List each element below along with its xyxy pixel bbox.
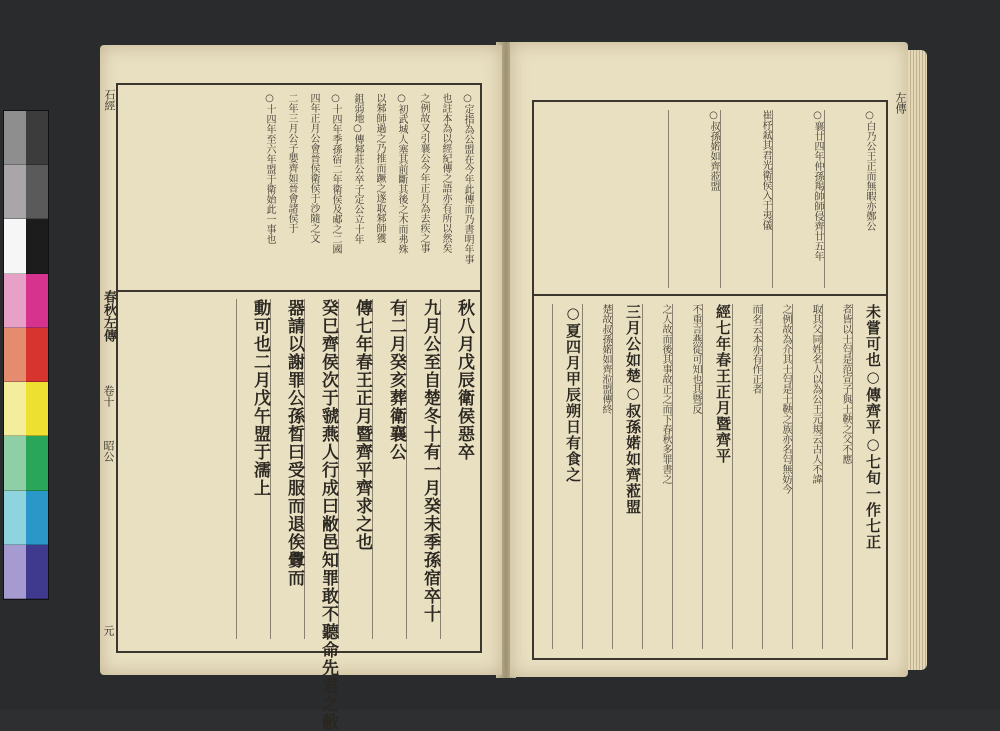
right-main-text-column: 不重言燕從可知也其暨反 bbox=[690, 304, 701, 414]
right-note-column: ○襄廿四年仲孫羯帥師侵齊廿五年 bbox=[812, 110, 823, 261]
column-rule bbox=[822, 304, 823, 649]
left-commentary-column: ○初武城人塞其前斷其後之木而弗殊 bbox=[396, 93, 407, 254]
left-page bbox=[100, 45, 502, 731]
column-rule bbox=[702, 304, 703, 649]
column-rule bbox=[406, 299, 407, 639]
right-main-text-column: 者皆以士匄是范宣子與士鞅之父不應 bbox=[840, 304, 851, 464]
left-commentary-column: ○十四年至六年盟于衛始此一事也 bbox=[264, 93, 275, 244]
column-rule bbox=[270, 299, 271, 639]
column-rule bbox=[552, 304, 553, 649]
column-rule bbox=[304, 299, 305, 639]
color-calibration-chart bbox=[3, 110, 49, 600]
left-commentary-column: ○十四年季孫宿二年衛侯及郕之二國 bbox=[330, 93, 341, 254]
color-swatch bbox=[4, 491, 26, 545]
right-main-text-column: 之例故為介其士匄是士鞅之族亦名匄無妨今 bbox=[780, 304, 791, 494]
color-swatch bbox=[26, 165, 48, 219]
right-main-text-column: 取其父同姓名人以為公王元規云古人不諱 bbox=[810, 304, 821, 484]
right-note-column: ○白乃公王正而無暇亦鄭公 bbox=[864, 110, 875, 231]
color-swatch bbox=[4, 328, 26, 382]
right-main-text-column: 三月公如楚○叔孫婼如齊蒞盟 bbox=[624, 304, 642, 515]
color-swatch bbox=[4, 436, 26, 490]
color-swatch bbox=[4, 274, 26, 328]
left-main-text-column: 有二月癸亥葬衛襄公 bbox=[386, 299, 406, 461]
column-rule bbox=[792, 304, 793, 649]
left-commentary-column: 以邾師過之乃推而蹶之遂取邾師獲 bbox=[374, 93, 385, 243]
color-swatch bbox=[4, 111, 26, 165]
column-rule bbox=[612, 304, 613, 649]
left-section-divider bbox=[118, 290, 480, 292]
column-rule bbox=[582, 304, 583, 649]
left-commentary-column: 二年三月公子嬰齊如晉會諸侯于 bbox=[286, 93, 297, 233]
left-margin-leaf: 元 bbox=[102, 625, 115, 636]
right-main-text-column: ○夏四月甲辰朔日有食之 bbox=[564, 304, 582, 483]
left-text-frame bbox=[116, 83, 482, 731]
left-main-text-column: 秋八月戊辰衛侯惡卒 bbox=[454, 299, 474, 461]
color-swatch bbox=[26, 382, 48, 436]
left-main-text-column: 癸巳齊侯次于虢燕人行成曰敝邑知罪敢不聽命先君之敝 bbox=[318, 299, 338, 731]
color-swatch bbox=[4, 219, 26, 273]
left-commentary-column: 四年正月公會晉侯衛侯于沙隨之文 bbox=[308, 93, 319, 243]
right-text-frame bbox=[532, 100, 888, 660]
right-main-text-column: 之人故而後其事故正之而下春秋多罪書之 bbox=[660, 304, 671, 484]
right-section-divider bbox=[534, 294, 886, 296]
right-main-text-column: 經七年春王正月暨齊平 bbox=[714, 304, 732, 464]
column-rule bbox=[824, 110, 825, 288]
left-main-text-column: 動可也二月戊午盟于濡上 bbox=[250, 299, 270, 497]
column-rule bbox=[668, 110, 669, 288]
left-margin-section: 昭公 bbox=[102, 440, 115, 462]
right-main-text-column: 未嘗可也○傳齊平○七旬一作七正 bbox=[864, 304, 882, 550]
left-commentary-column: ○定指為公盟在今年此傳而乃書明年事 bbox=[462, 93, 473, 264]
left-main-text-column: 器請以謝罪公孫晳曰受服而退俟釁而 bbox=[284, 299, 304, 587]
left-margin-volume: 卷十 bbox=[102, 385, 115, 407]
right-note-column: 崔杼弒其君光衛侯入于夷儀 bbox=[760, 110, 771, 230]
column-rule bbox=[236, 299, 237, 639]
left-margin-label: 石經 bbox=[103, 89, 116, 111]
color-swatch bbox=[26, 274, 48, 328]
right-margin-label: 左傳 bbox=[894, 92, 907, 114]
column-rule bbox=[440, 299, 441, 639]
color-swatch bbox=[26, 545, 48, 599]
page-edges bbox=[905, 50, 927, 670]
right-main-text-column: 而名云本亦有作正者 bbox=[750, 304, 761, 394]
color-swatch bbox=[4, 382, 26, 436]
left-main-text-column: 傳七年春王正月暨齊平齊求之也 bbox=[352, 299, 372, 551]
left-commentary-column: 之例故又引襄公今年正月為去疾之事 bbox=[418, 93, 429, 253]
left-main-text-column: 九月公至自楚冬十有一月癸未季孫宿卒十 bbox=[420, 299, 440, 623]
column-rule bbox=[732, 304, 733, 649]
column-rule bbox=[642, 304, 643, 649]
left-commentary-column: 鉏弱地○傳邾莊公卒子定公立十年 bbox=[352, 93, 363, 244]
left-margin-title: 春秋左傳 bbox=[101, 290, 116, 342]
left-commentary-column: 也註本為以經紀傳之語亦有所以然矣 bbox=[440, 93, 451, 253]
column-rule bbox=[672, 304, 673, 649]
column-rule bbox=[852, 304, 853, 649]
color-swatch bbox=[26, 219, 48, 273]
color-swatch bbox=[26, 491, 48, 545]
column-rule bbox=[372, 299, 373, 639]
color-swatch bbox=[26, 111, 48, 165]
column-rule bbox=[338, 299, 339, 639]
right-note-column: ○叔孫婼如齊蒞盟 bbox=[708, 110, 719, 191]
column-rule bbox=[720, 110, 721, 288]
right-page bbox=[510, 42, 908, 677]
column-rule bbox=[762, 304, 763, 649]
right-main-text-column: 楚故叔孫婼如齊涖盟傳終 bbox=[600, 304, 611, 414]
color-swatch bbox=[26, 436, 48, 490]
column-rule bbox=[772, 110, 773, 288]
color-swatch bbox=[4, 545, 26, 599]
color-swatch bbox=[4, 165, 26, 219]
color-swatch bbox=[26, 328, 48, 382]
